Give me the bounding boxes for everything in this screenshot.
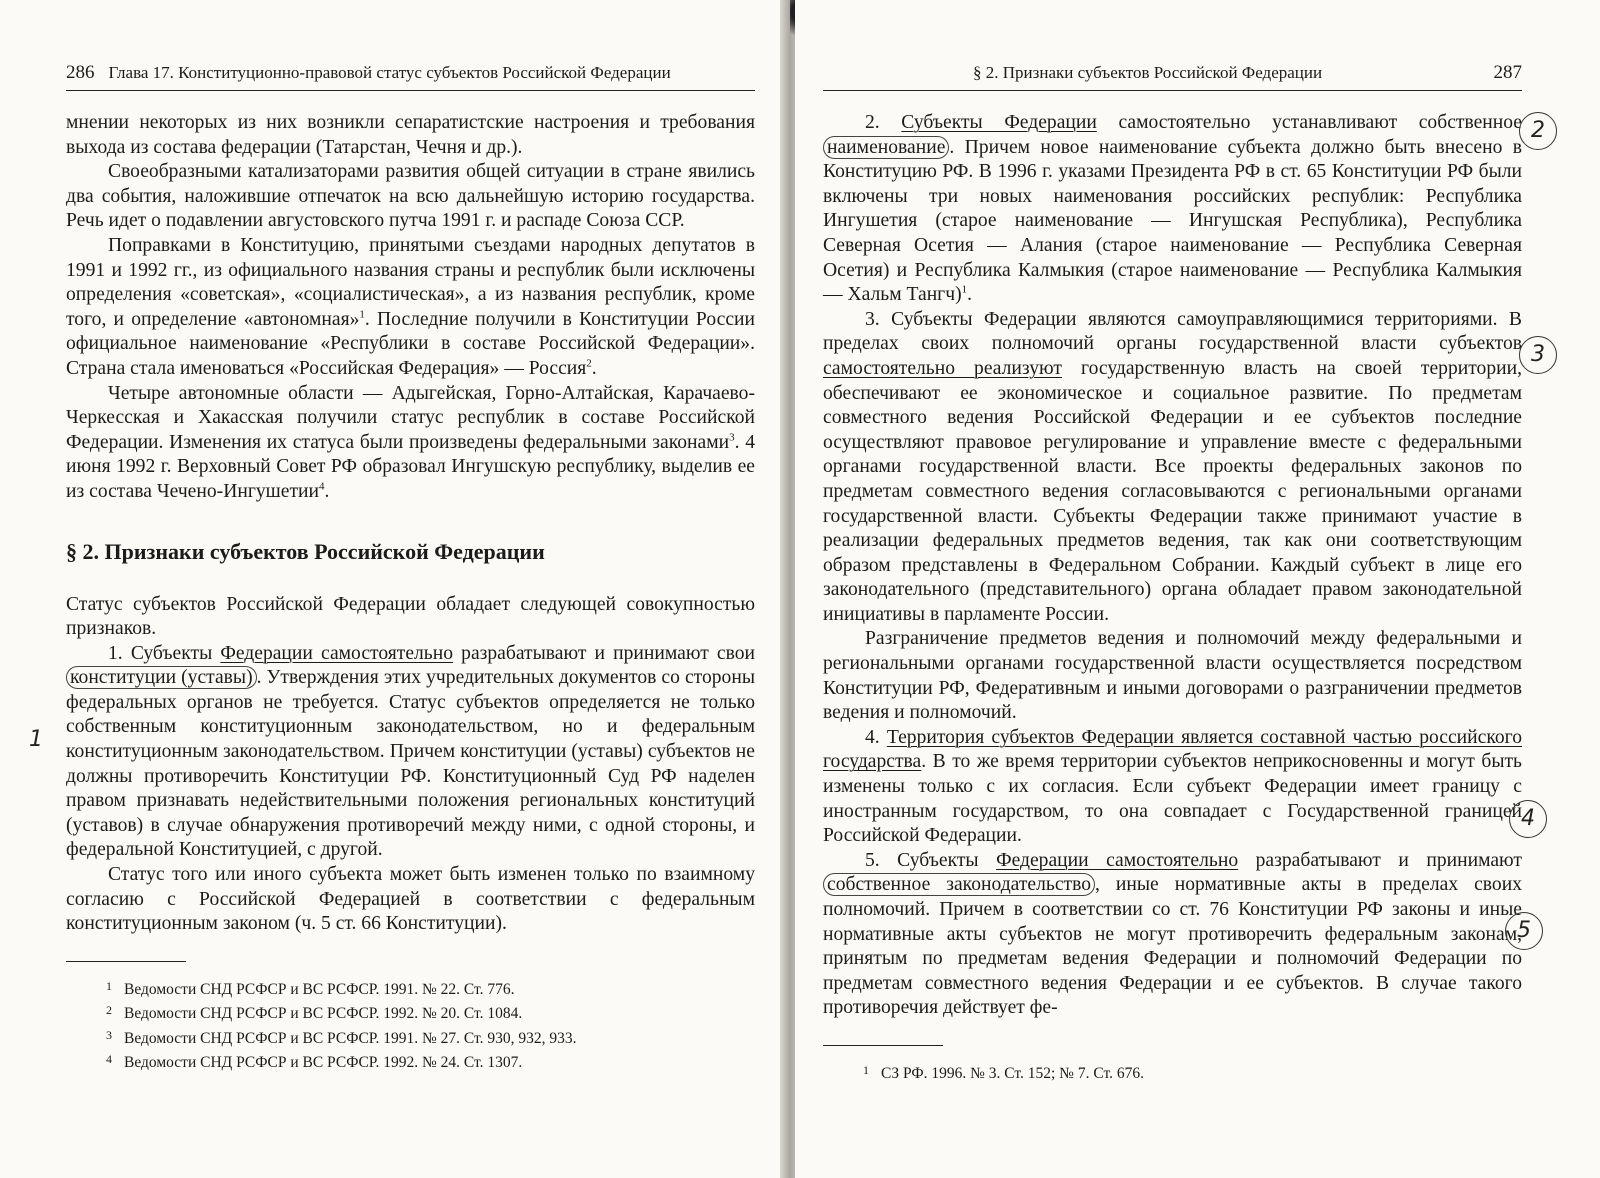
right-running-head (823, 62, 1522, 91)
footnote-ref: 2 (586, 357, 592, 370)
underlined-text: Федерации самостоятельно (996, 849, 1239, 871)
right-paragraph-5: 5. Субъекты Федерации самостоятельно разрабатывают и принимают собственное законодательство , иные нормативные акты в пределах своих полномочий. Причем в соответствии со ст. 76 Конституции РФ законы и иные нормативные акты субъектов не могут противоречить федеральным законам, принятым по предметам ведения Федерации и полномочий Федерации по предметам совместного ведения Федерации и ее субъектов. В случае такого противоречия действует фе- (823, 849, 1522, 1019)
left-running-head (66, 62, 755, 91)
right-paragraph-2: 3. Субъекты Федерации являются самоуправляющимися территориями. В пределах своих полномочий органы государственной власти субъектов самостоятельно реализуют государственную власть на своей территории, обеспечивают ее экономическое и социальное развитие. По предметам совместного ведения Российской Федерации и ее субъектов последние осуществляют правовое регулирование и управление вместе с федеральными органами государственной власти. Все проекты федеральных законов по предметам совместного ведения согласовываются с региональными органами государственной власти. Субъекты Федерации также принимают участие в реализации федеральных предметов ведения, так как они соответствующим образом представлены в Федеральном Собрании. Каждый субъект в лице его законодательного (представительного) органа обладает правом законодательной инициативы в парламенте России. (823, 308, 1523, 625)
section-heading: § 2. Признаки субъектов Российской Федерации (66, 538, 545, 564)
right-paragraph-4: 4. Территория субъектов Федерации является составной частью российского государства. В то же время территории субъектов неприкосновенны и могут быть изменены только с их согласия. Если субъект Федерации имеет границу с иностранным государством, то она совпадает с Государственной границей Российской Федерации. (823, 726, 1522, 847)
left-footnote-4: 4 Ведомости СНД РСФСР и ВС РСФСР. 1992. № 24. Ст. 1307. (106, 1052, 523, 1072)
footnote-ref: 3 (729, 431, 735, 444)
handwritten-mark-2: 2 (1519, 112, 1557, 150)
underlined-text: самостоятельно реализуют (823, 357, 1062, 379)
right-paragraph-1: 2. Субъекты Федерации самостоятельно устанавливают собственное наименование . Причем новое наименование субъекта должно быть внесено в Конституцию РФ. В 1996 г. указами Президента РФ в ст. 65 Конституции РФ были включены три новых наименования российских республик: Республика Ингушетия (старое наименование — Ингушская Республика), Республика Северная Осетия — Алания (старое наименование — Республика Северная Осетия) и Республика Калмыкия (старое наименование — Республика Калмыкия — Хальм Тангч)$^1$. (823, 112, 1522, 306)
underlined-text: Территория субъектов Федерации является составной частью российского государства (823, 726, 1522, 773)
circled-text: наименование (823, 136, 949, 159)
circled-text: собственное законодательство (823, 873, 1095, 896)
left-paragraph-6: 1. Субъекты Федерации самостоятельно разрабатывают и принимают свои конституции (уставы) . Утверждения этих учредительных документов со стороны федеральных органов не требуется. Статус субъектов определяется не только собственным конституционным законодательством, но и федеральным конституционным законодательством. Причем конституции (уставы) субъектов не должны противоречить Конституции РФ. Конституционный Суд РФ наделен правом признавать недействительными положения региональных конституций (уставов) в случае обнаружения противоречий между ними, с одной стороны, и федеральной Конституцией, с другой. (66, 642, 755, 861)
left-paragraph-4: Четыре автономные области — Адыгейская, Горно-Алтайская, Карачаево-Черкесская и Хакасская получили статус республик в составе Российской Федерации. Изменения их статуса были произведены федеральными законами$^3$. 4 июня 1992 г. Верховный Совет РФ образовал Ингушскую республику, выделив ее из состава Чечено-Ингушетии$^4$. (66, 382, 755, 502)
left-footnote-2: 2 Ведомости СНД РСФСР и ВС РСФСР. 1992. № 20. Ст. 1084. (106, 1003, 523, 1023)
left-running-head-title: Глава 17. Конституционно-правовой статус субъектов Российской Федерации (108, 63, 671, 82)
right-footnote-1: 1 СЗ РФ. 1996. № 3. Ст. 152; № 7. Ст. 676. (863, 1062, 1144, 1082)
footnote-rule (66, 961, 186, 962)
right-paragraph-3: Разграничение предметов ведения и полномочий между федеральными и региональными органами государственной власти осуществляется посредством Конституции РФ, Федеративным и иными договорами о разграничении предметов ведения и полномочий. (823, 628, 1522, 724)
handwritten-mark-1: 1 (29, 727, 43, 752)
left-paragraph-3: Поправками в Конституцию, принятыми съездами народных депутатов в 1991 и 1992 гг., из официального названия страны и республик были исключены определения «советская», «социалистическая», а из названия республик, кроме того, и определение «автономная»$^1$. Последние получили в Конституции России официальное наименование «Республики в составе Российской Федерации». Страна стала именоваться «Российская Федерация» — Россия$^2$. (66, 234, 755, 379)
right-page (795, 0, 1600, 1178)
footnote-ref: 1 (961, 283, 968, 296)
circled-text: конституции (уставы) (66, 666, 257, 689)
footnote-ref: 1 (359, 308, 365, 321)
footnote-rule (823, 1045, 943, 1046)
left-page-number: 286 (66, 62, 95, 83)
left-footnote-1: 1 Ведомости СНД РСФСР и ВС РСФСР. 1991. № 22. Ст. 776. (106, 978, 515, 998)
left-footnote-3: 3 Ведомости СНД РСФСР и ВС РСФСР. 1991. № 27. Ст. 930, 932, 933. (106, 1027, 577, 1047)
handwritten-mark-4: 4 (1509, 800, 1547, 838)
underlined-text: Субъекты Федерации (901, 112, 1097, 133)
handwritten-mark-3: 3 (1519, 336, 1557, 374)
left-paragraph-5: Статус субъектов Российской Федерации обладает следующей совокупностью признаков. (66, 593, 755, 640)
left-paragraph-7: Статус того или иного субъекта может быть изменен только по взаимному согласию с Российской Федерацией в соответствии с федеральным конституционным законом (ч. 5 ст. 66 Конституции). (66, 864, 755, 935)
left-paragraph-1: мнении некоторых из них возникли сепаратистские настроения и требования выхода из состава федерации (Татарстан, Чечня и др.). (66, 112, 755, 158)
underlined-text: Федерации самостоятельно (220, 642, 454, 664)
right-page-number: 287 (1493, 62, 1522, 83)
right-running-head-title: § 2. Признаки субъектов Российской Федерации (973, 63, 1323, 82)
footnote-ref: 4 (318, 480, 325, 493)
left-page (0, 0, 785, 1178)
left-paragraph-2: Своеобразными катализаторами развития общей ситуации в стране явились два события, наложившие отпечаток на всю дальнейшую историю государства. Речь идет о подавлении августовского путча 1991 г. и распаде Союза ССР. (66, 161, 755, 232)
handwritten-mark-5: 5 (1505, 912, 1543, 950)
